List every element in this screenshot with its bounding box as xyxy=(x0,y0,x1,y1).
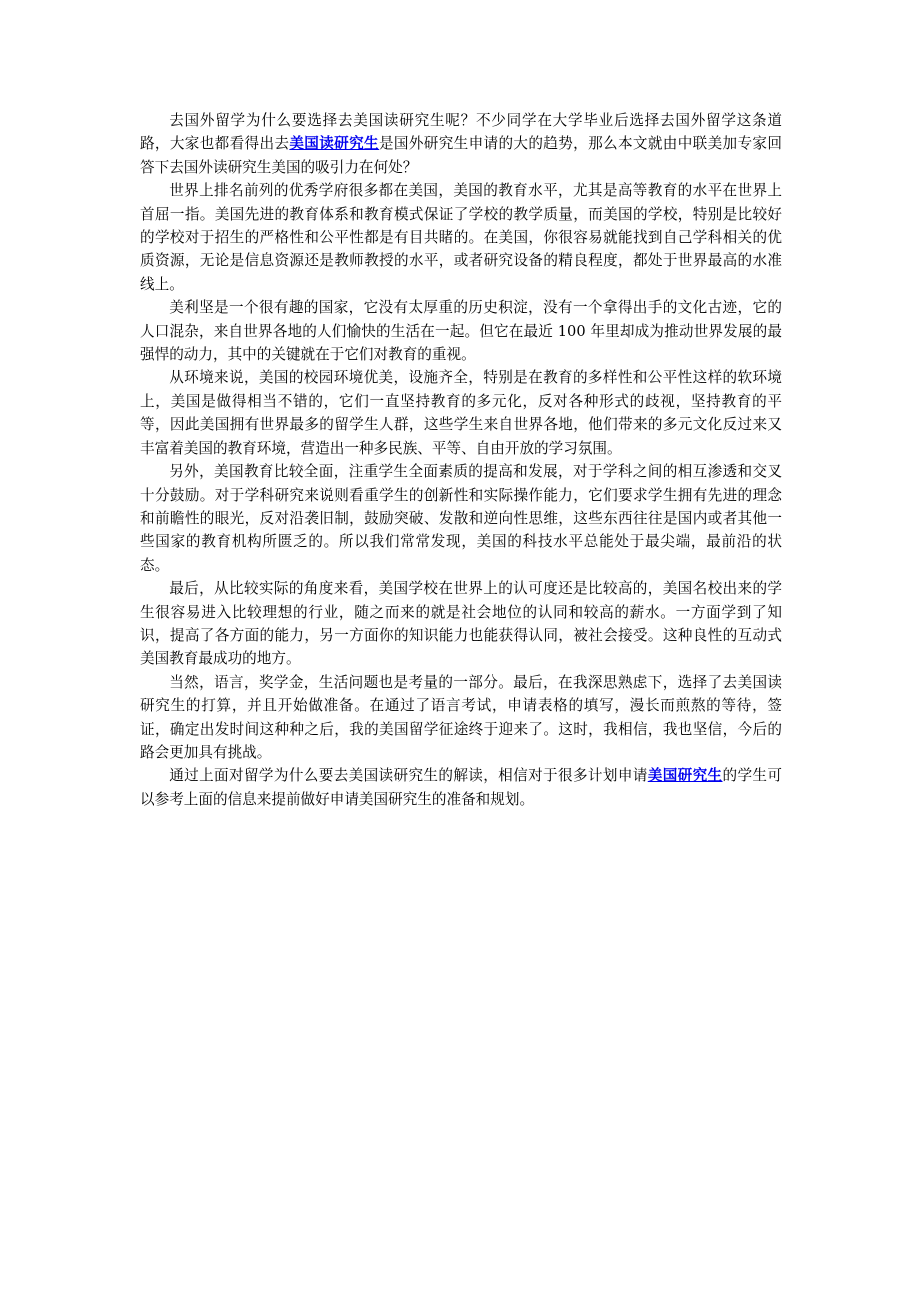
paragraph-text: 去国外留学为什么要选择去美国读研究生呢？不少同学在大学毕业后选择去国外留学这条道路，大家也都看得出去 xyxy=(140,112,782,153)
link-us-graduate-study[interactable]: 美国读研究生 xyxy=(289,135,379,153)
paragraph-text: 通过上面对留学为什么要去美国读研究生的解读，相信对于很多计划申请 xyxy=(169,767,648,785)
paragraph-text: 从环境来说，美国的校园环境优美，设施齐全，特别是在教育的多样性和公平性这样的软环境上，美国是做得相当不错的，它们一直坚持教育的多元化，反对各种形式的歧视，坚持教育的平等，因此美国拥有世界最多的留学生人群，这些学生来自世界各地，他们带来的多元文化反过来又丰富着美国的教育环境，营造出一种多民族、平等、自由开放的学习氛围。 xyxy=(140,369,782,457)
document-body xyxy=(140,109,782,811)
paragraph xyxy=(140,764,782,811)
paragraph xyxy=(140,671,782,765)
paragraph xyxy=(140,577,782,671)
paragraph-text: 世界上排名前列的优秀学府很多都在美国，美国的教育水平，尤其是高等教育的水平在世界上首屈一指。美国先进的教育体系和教育模式保证了学校的教学质量，而美国的学校，特别是比较好的学校对于招生的严格性和公平性都是有目共睹的。在美国，你很容易就能找到自己学科相关的优质资源，无论是信息资源还是教师教授的水平，或者研究设备的精良程度，都处于世界最高的水准线上。 xyxy=(140,182,782,293)
paragraph-text: 当然，语言，奖学金，生活问题也是考量的一部分。最后，在我深思熟虑下，选择了去美国读研究生的打算，并且开始做准备。在通过了语言考试，申请表格的填写，漫长而煎熬的等待，签证，确定出发时间这种种之后，我的美国留学征途终于迎来了。这时，我相信，我也坚信，今后的路会更加具有挑战。 xyxy=(140,673,782,761)
paragraph-text: 美利坚是一个很有趣的国家，它没有太厚重的历史积淀，没有一个拿得出手的文化古迹，它的人口混杂，来自世界各地的人们愉快的生活在一起。但它在最近 100 年里却成为推动世界发展的最强悍的动力，其中的关键就在于它们对教育的重视。 xyxy=(140,299,782,364)
paragraph xyxy=(140,109,782,179)
paragraph-text: 是国外研究生申请的大的趋势，那么本文就由中联美加专家回答下去国外读研究生美国的吸引力在何处？ xyxy=(140,135,782,176)
paragraph-text: 另外，美国教育比较全面，注重学生全面素质的提高和发展，对于学科之间的相互渗透和交叉十分鼓励。对于学科研究来说则看重学生的创新性和实际操作能力，它们要求学生拥有先进的理念和前瞻性的眼光，反对沿袭旧制，鼓励突破、发散和逆向性思维，这些东西往往是国内或者其他一些国家的教育机构所匮乏的。所以我们常常发现，美国的科技水平总能处于最尖端，最前沿的状态。 xyxy=(140,463,782,574)
paragraph xyxy=(140,366,782,460)
link-us-graduate-school[interactable]: 美国研究生 xyxy=(647,767,723,785)
paragraph-text: 的学生可以参考上面的信息来提前做好申请美国研究生的准备和规划。 xyxy=(140,767,782,808)
paragraph xyxy=(140,460,782,577)
paragraph xyxy=(140,179,782,296)
paragraph-text: 最后，从比较实际的角度来看，美国学校在世界上的认可度还是比较高的，美国名校出来的学生很容易进入比较理想的行业，随之而来的就是社会地位的认同和较高的薪水。一方面学到了知识，提高了各方面的能力，另一方面你的知识能力也能获得认同，被社会接受。这种良性的互动式美国教育最成功的地方。 xyxy=(140,580,782,668)
paragraph xyxy=(140,296,782,366)
